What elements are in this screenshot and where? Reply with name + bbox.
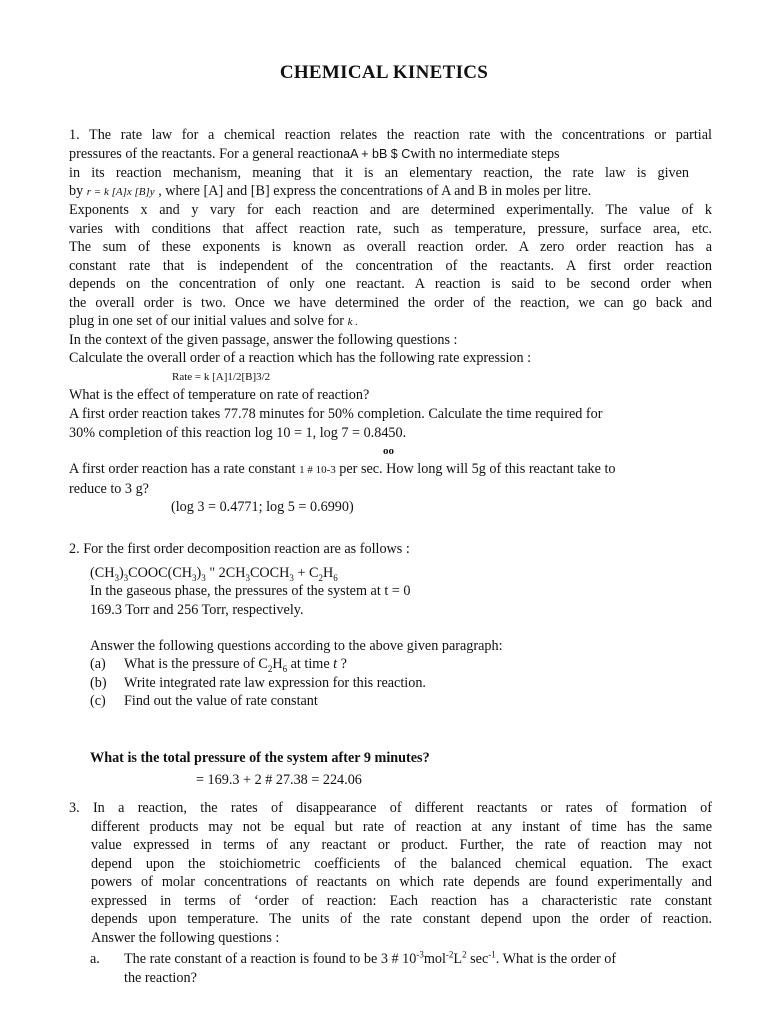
q1-context-line: In the context of the given passage, answer the following questions : (69, 332, 458, 348)
q3-item-a-label: a. (90, 951, 100, 967)
q3-item-a-text: The rate constant of a reaction is found to be 3 # $10^{-3}mol^{-2}L^2$ $\sec^{-1}$. What is the order of (124, 949, 617, 967)
q2-line-2: In the gaseous phase, the pressures of the system at t = 0 (90, 583, 411, 599)
q1-line-1: 1. The rate law for a chemical reaction relates the reaction rate with the concentrations or partial (69, 127, 712, 143)
q3-line-2: different products may not be equal but rate of reaction at any instant of time has the same (91, 819, 712, 835)
q2-line-3: 169.3 Torr and 256 Torr, respectively. (90, 602, 304, 618)
q2-item-c-text: Find out the value of rate constant (124, 693, 318, 709)
q3-item-a-line-2: the reaction? (124, 970, 197, 986)
q1-line-9: depends on the concentration of only one reactant. A reaction is said to be second order when (69, 276, 712, 292)
q1-line-5: Exponents x and y vary for each reaction and are determined experimentally. The value of k (69, 202, 712, 218)
q1-oo-mark: oo (383, 445, 394, 457)
q2-intro: 2. For the first order decomposition reaction are as follows : (69, 541, 410, 557)
q1-line-3 (69, 164, 689, 182)
q1-line-11 (69, 312, 358, 331)
document-title: CHEMICAL KINETICS (279, 62, 489, 83)
q2-answer-intro: Answer the following questions according to the above given paragraph: (90, 638, 503, 654)
q2-item-b-text: Write integrated rate law expression for this reaction. (124, 675, 426, 691)
q2-item-c-label: (c) (90, 693, 106, 709)
q3-line-3: value expressed in terms of any reactant or product. Further, the rate of reaction may not (91, 837, 712, 853)
q1-line-7: The sum of these exponents is known as overall reaction order. A zero order reaction has a (69, 239, 712, 255)
q1-k-symbol: k . (347, 316, 358, 328)
q1-rc-text: A first order reaction has a rate constant (69, 461, 296, 477)
q1-general-reaction: aA + bB $ C (343, 147, 411, 161)
q1-line-3-text: in its reaction mechanism, meaning that it is an elementary reaction, the rate law is given (69, 165, 689, 181)
q3-line-5: powers of molar concentrations of reactants on which rate depends are found experimentally and (91, 874, 712, 890)
q1-subq-order: Calculate the overall order of a reaction which has the following rate expression : (69, 350, 532, 366)
q1-line-6: varies with conditions that affect reaction rate, such as temperature, pressure, surface area, etc. (69, 221, 712, 237)
q3-line-4: depend upon the stoichiometric coefficients of the balanced chemical equation. The exact (91, 856, 712, 872)
q2-item-b-label: (b) (90, 675, 107, 691)
q1-subq-temperature: What is the effect of temperature on rate of reaction? (69, 387, 370, 403)
q1-subq-rate-constant-2: reduce to 3 g? (69, 481, 149, 497)
q3-answer-intro: Answer the following questions : (91, 930, 280, 946)
q1-rc-text-3: take to (577, 461, 616, 477)
q1-line-10: the overall order is two. Once we have determined the order of the reaction, we can go back and (69, 295, 712, 311)
q2-item-a-label: (a) (90, 656, 106, 672)
q3-line-7: depends upon temperature. The units of the rate constant depend upon the order of reaction. (91, 911, 712, 927)
q1-rate-expression: Rate = k [A]1/2[B]3/2 (172, 371, 271, 383)
q1-line-4 (69, 182, 591, 201)
q1-line-2-text: pressures of the reactants. For a general reaction (69, 146, 344, 162)
q3-line-1: 3. In a reaction, the rates of disappearance of different reactants or rates of formation of (69, 800, 712, 816)
q2-bold-question: What is the total pressure of the system after 9 minutes? (90, 750, 430, 766)
q1-line-4-text: , where [A] and [B] express the concentrations of A and B in moles per litre. (158, 183, 592, 199)
q1-subq-first-order-2: 30% completion of this reaction log 10 = 1, log 7 = 0.8450. (69, 425, 407, 441)
q1-rate-law: r = k [A]x [B]y (86, 186, 155, 198)
q2-item-a-text: What is the pressure of $C_2H_6$ at time t ? (124, 656, 347, 674)
q1-rate-law-prefix: by (69, 183, 84, 199)
q2-calculation: = 169.3 + 2 # 27.38 = 224.06 (196, 772, 362, 788)
q1-subq-rate-constant (69, 460, 615, 479)
q3-line-6: expressed in terms of ‘order of reaction: Each reaction has a characteristic rate constant (91, 893, 712, 909)
q2-equation: $(CH_3)_3COOC(CH_3)_3$ " $2CH_3COCH_3 + C_2H_6$ (90, 565, 338, 583)
q1-rate-constant-value: 1 # 10-3 (299, 464, 336, 476)
q1-log-values: (log 3 = 0.4771; log 5 = 0.6990) (171, 499, 354, 515)
q1-line-2 (69, 145, 560, 163)
q1-line-2-tail: with no intermediate steps (410, 146, 560, 162)
q1-rc-text-2: per sec. How long will 5g of this reactant (339, 461, 574, 477)
q1-subq-first-order-1: A first order reaction takes 77.78 minutes for 50% completion. Calculate the time required for (69, 406, 603, 422)
q1-line-8: constant rate that is independent of the concentration of the reactants. A first order reaction (69, 258, 712, 274)
q1-line-11-text: plug in one set of our initial values and solve for (69, 313, 345, 329)
